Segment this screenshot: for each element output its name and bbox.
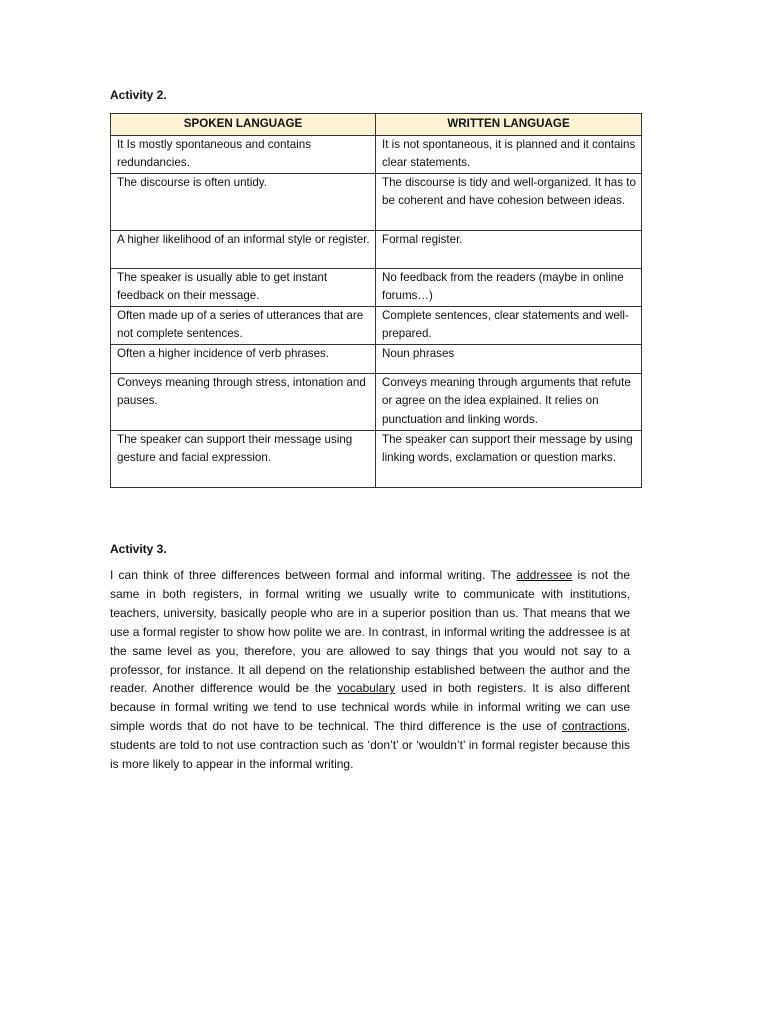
- table-row: [111, 344, 642, 373]
- table-row: [111, 268, 642, 306]
- paragraph-text: I can think of three differences between formal and informal writing. The: [110, 568, 517, 582]
- spoken-cell: The speaker can support their message using gesture and facial expression.: [111, 430, 376, 487]
- spoken-cell: The speaker is usually able to get instant feedback on their message.: [111, 268, 376, 306]
- table-row: [111, 173, 642, 230]
- paragraph-text: used in both registers. It is also different because in formal writing we tend to use technical words while in informal writing we can use simple words that do not have to be technical. The third difference is the use of: [110, 681, 630, 734]
- table-row: [111, 306, 642, 344]
- table-row: [111, 373, 642, 430]
- written-cell: It is not spontaneous, it is planned and it contains clear statements.: [376, 135, 642, 173]
- spoken-cell: Often a higher incidence of verb phrases.: [111, 344, 376, 373]
- underlined-term-addressee: addressee: [516, 568, 573, 582]
- spoken-vs-written-table: [110, 113, 642, 488]
- paragraph-text: , students are told to not use contraction such as ‘don’t’ or ‘wouldn’t’ in formal register because this is more likely to appear in the informal writing.: [110, 719, 630, 772]
- table-row: [111, 230, 642, 268]
- column-header-written: WRITTEN LANGUAGE: [376, 114, 642, 136]
- spoken-cell: Often made up of a series of utterances that are not complete sentences.: [111, 306, 376, 344]
- spoken-cell: The discourse is often untidy.: [111, 173, 376, 230]
- spoken-cell: It Is mostly spontaneous and contains redundancies.: [111, 135, 376, 173]
- written-cell: Formal register.: [376, 230, 642, 268]
- written-cell: Conveys meaning through arguments that refute or agree on the idea explained. It relies on punctuation and linking words.: [376, 373, 642, 430]
- paragraph-text: is not the same in both registers, in formal writing we usually write to communicate with institutions, teachers, university, basically people who are in a superior position than us. That means that we use a formal register to show how polite we are. In contrast, in informal writing the addressee is at the same level as you, therefore, you are allowed to say things that you would not say to a professor, for instance. It all depend on the relationship established between the author and the reader. Another difference would be the: [110, 568, 631, 696]
- underlined-term-vocabulary: vocabulary: [337, 681, 396, 696]
- activity-3-paragraph: [110, 566, 630, 774]
- underlined-term-contractions: contractions: [561, 719, 627, 734]
- spoken-cell: A higher likelihood of an informal style or register.: [111, 230, 376, 268]
- activity-2-heading: Activity 2.: [110, 88, 167, 102]
- column-header-spoken: SPOKEN LANGUAGE: [111, 114, 376, 136]
- table-row: [111, 430, 642, 487]
- written-cell: Noun phrases: [376, 344, 642, 373]
- written-cell: The speaker can support their message by using linking words, exclamation or question marks.: [376, 430, 642, 487]
- spoken-cell: Conveys meaning through stress, intonation and pauses.: [111, 373, 376, 430]
- table-row: [111, 135, 642, 173]
- activity-3-heading: Activity 3.: [110, 542, 167, 556]
- written-cell: Complete sentences, clear statements and well-prepared.: [376, 306, 642, 344]
- written-cell: No feedback from the readers (maybe in online forums…): [376, 268, 642, 306]
- table-header-row: [111, 114, 642, 136]
- written-cell: The discourse is tidy and well-organized. It has to be coherent and have cohesion between ideas.: [376, 173, 642, 230]
